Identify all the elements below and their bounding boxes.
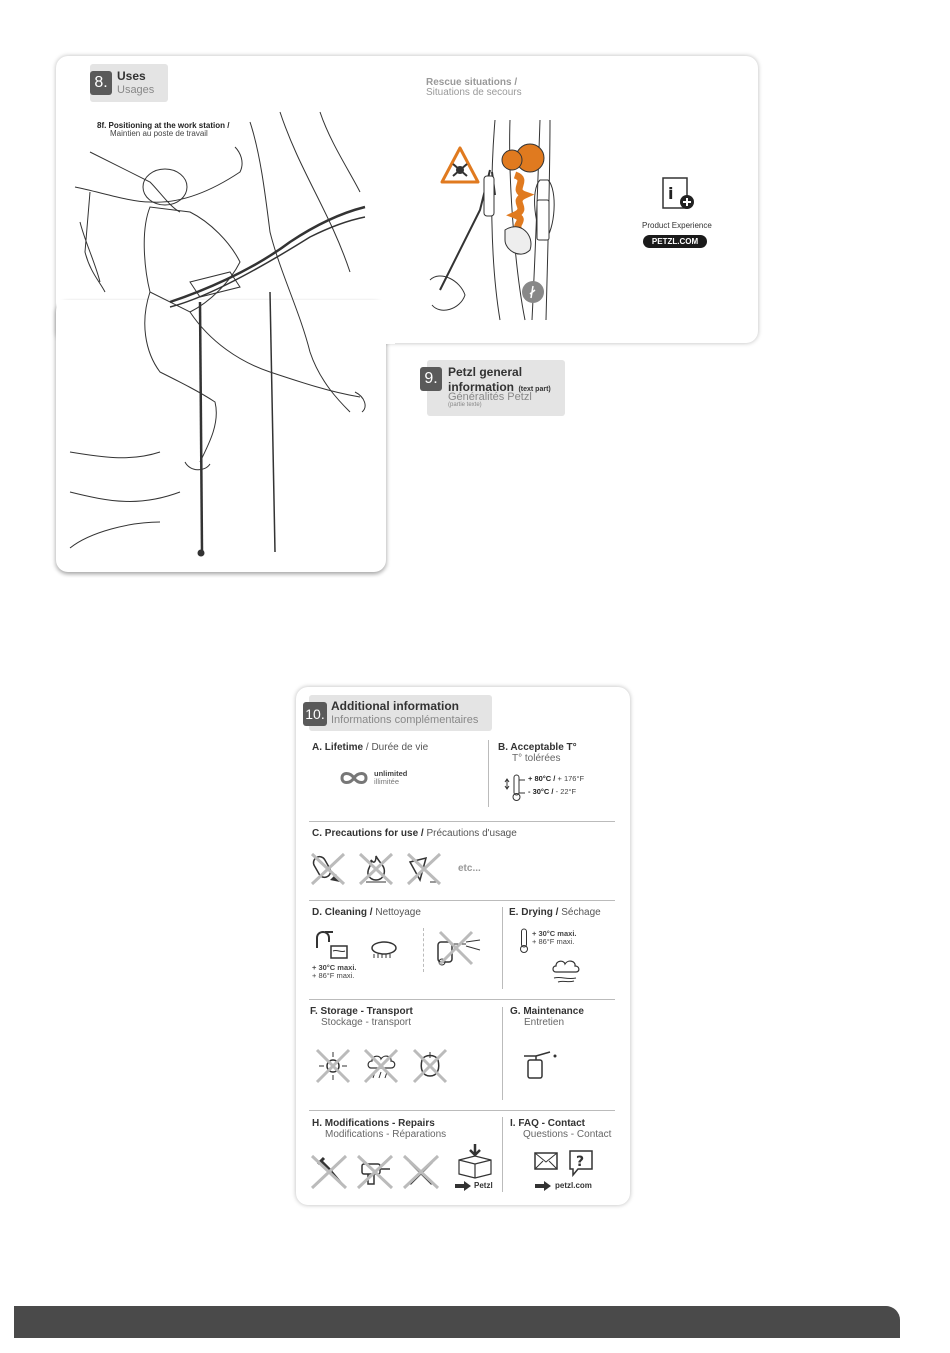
lifetime-value-fr: illimitée bbox=[374, 777, 400, 786]
precautions-heading: C. Precautions for use / Précautions d'usage bbox=[312, 828, 517, 839]
temperature-heading: B. Acceptable T° bbox=[498, 742, 577, 753]
no-sun-icon bbox=[315, 1048, 351, 1084]
drying-temp-f: + 86°F maxi. bbox=[532, 937, 575, 946]
faucet-basin-icon bbox=[313, 928, 349, 962]
question-bubble-icon[interactable] bbox=[568, 1149, 594, 1177]
precautions-etc: etc... bbox=[458, 863, 481, 874]
brush-icon bbox=[370, 940, 398, 960]
caption-subtitle: Maintien au poste de travail bbox=[110, 129, 208, 138]
rescue-title: Rescue situations / bbox=[426, 77, 518, 88]
divider bbox=[309, 821, 615, 822]
section-9-number: 9. bbox=[420, 367, 442, 391]
no-chemicals-icon bbox=[406, 852, 442, 886]
air-dry-cloud-icon bbox=[550, 956, 582, 984]
product-experience-label: Product Experience bbox=[642, 221, 712, 230]
modifications-heading-fr: Modifications - Réparations bbox=[325, 1129, 447, 1140]
divider bbox=[309, 1110, 615, 1111]
lifetime-heading: A. Lifetime / Durée de vie bbox=[312, 742, 429, 753]
maintenance-heading-fr: Entretien bbox=[524, 1017, 565, 1028]
divider-vertical bbox=[502, 1117, 503, 1192]
section-9-subtitle-small: (partie texte) bbox=[448, 402, 482, 408]
card-corner-cover bbox=[385, 300, 395, 344]
section-10-number: 10. bbox=[303, 702, 327, 726]
thermometer-icon bbox=[505, 774, 527, 802]
divider-vertical bbox=[488, 740, 489, 807]
return-box-icon bbox=[455, 1144, 495, 1178]
oil-can-icon bbox=[520, 1046, 560, 1080]
svg-text:?: ? bbox=[576, 1154, 585, 1170]
maintenance-heading: G. Maintenance bbox=[510, 1006, 584, 1017]
storage-heading-fr: Stockage - transport bbox=[321, 1017, 412, 1028]
envelope-icon[interactable] bbox=[534, 1152, 558, 1170]
cleaning-heading: D. Cleaning / Nettoyage bbox=[312, 907, 421, 918]
temperature-hot: + 80°C / + 176°F bbox=[528, 774, 585, 783]
no-tools-icon bbox=[402, 1154, 440, 1190]
divider bbox=[309, 999, 615, 1000]
no-drill-icon bbox=[356, 1154, 394, 1190]
section-8-subtitle: Usages bbox=[117, 84, 155, 96]
no-carabiner-contact-icon bbox=[412, 1048, 448, 1084]
temperature-heading-fr: T° tolérées bbox=[512, 753, 561, 764]
divider bbox=[309, 900, 615, 901]
no-sharp-edge-icon bbox=[310, 852, 346, 886]
modifications-heading: H. Modifications - Repairs bbox=[312, 1118, 435, 1129]
section-10-subtitle: Informations complémentaires bbox=[331, 714, 479, 726]
rescue-subtitle: Situations de secours bbox=[426, 87, 522, 98]
no-pressure-washer-icon bbox=[432, 928, 484, 968]
rescue-descender-illustration bbox=[420, 120, 580, 320]
section-9-title-line2: information (text part) bbox=[448, 380, 551, 394]
no-hammer-icon bbox=[310, 1154, 348, 1190]
petzl-com-badge[interactable]: PETZL.COM bbox=[643, 235, 707, 248]
lifetime-value: unlimited bbox=[374, 769, 408, 778]
temperature-cold: - 30°C / - 22°F bbox=[528, 787, 577, 796]
divider-vertical bbox=[502, 1007, 503, 1100]
petzl-link[interactable]: Petzl bbox=[474, 1181, 493, 1190]
thermometer-icon bbox=[519, 928, 529, 954]
section-8-number: 8. bbox=[90, 71, 112, 95]
drying-heading: E. Drying / Séchage bbox=[509, 907, 601, 918]
cleaning-temp-f: + 86°F maxi. bbox=[312, 971, 355, 980]
info-document-icon bbox=[662, 177, 696, 211]
storage-heading: F. Storage - Transport bbox=[310, 1006, 413, 1017]
worker-positioning-illustration bbox=[70, 112, 370, 562]
section-10-title: Additional information bbox=[331, 699, 459, 713]
divider-dashed bbox=[423, 928, 424, 972]
section-8-title: Uses bbox=[117, 69, 146, 83]
drying-temp: + 30°C maxi. bbox=[532, 929, 577, 938]
infinity-icon bbox=[340, 771, 368, 785]
arrow-right-icon bbox=[455, 1181, 471, 1191]
svg-text:i: i bbox=[668, 184, 674, 203]
faq-heading: I. FAQ - Contact bbox=[510, 1118, 585, 1129]
cleaning-temp: + 30°C maxi. bbox=[312, 963, 357, 972]
footer-bar bbox=[14, 1306, 900, 1338]
faq-heading-fr: Questions - Contact bbox=[523, 1129, 612, 1140]
no-rain-icon bbox=[363, 1048, 399, 1084]
section-9-subtitle: Généralités Petzl bbox=[448, 391, 532, 403]
petzl-com-link[interactable]: petzl.com bbox=[555, 1181, 592, 1190]
arrow-right-icon bbox=[535, 1181, 551, 1191]
caption-title: 8f. Positioning at the work station / bbox=[97, 121, 230, 130]
divider-vertical bbox=[502, 907, 503, 989]
no-fire-icon bbox=[358, 852, 394, 886]
section-9-title-line1: Petzl general bbox=[448, 365, 523, 379]
